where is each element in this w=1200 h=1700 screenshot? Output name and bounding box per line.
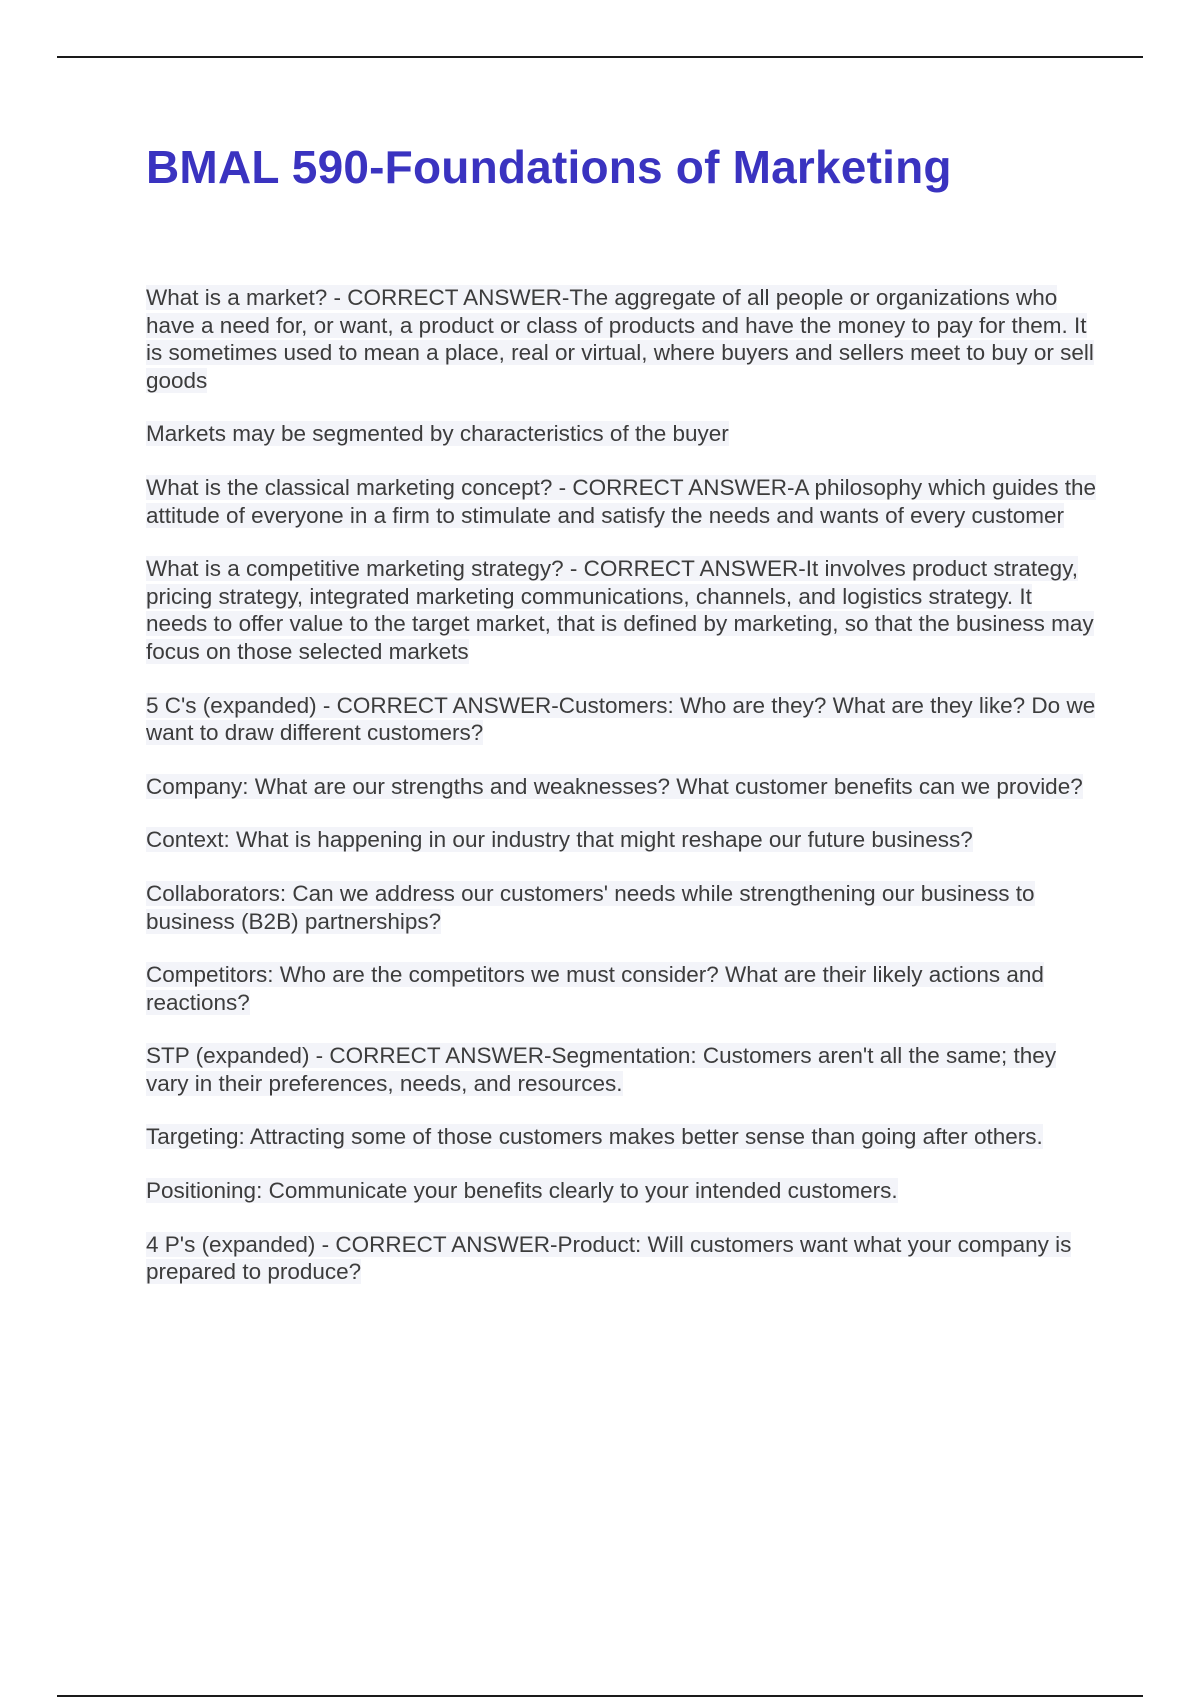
paragraph-stp-targeting — [146, 1123, 1096, 1151]
paragraph-text: Collaborators: Can we address our customers' needs while strengthening our business to business (B2B) partnerships? — [146, 880, 1035, 934]
paragraph-5cs-context — [146, 826, 1096, 854]
paragraph-text: Targeting: Attracting some of those customers makes better sense than going after others. — [146, 1124, 1043, 1150]
paragraph-5cs-company — [146, 773, 1096, 801]
paragraph-4ps-product — [146, 1231, 1096, 1286]
paragraph-market-segmentation — [146, 420, 1096, 448]
paragraph-market-definition — [146, 284, 1096, 394]
paragraph-classical-marketing-concept — [146, 474, 1096, 529]
paragraph-stp-segmentation — [146, 1042, 1096, 1097]
paragraph-text: STP (expanded) - CORRECT ANSWER-Segmentation: Customers aren't all the same; they vary in their preferences, needs, and resources. — [146, 1043, 1057, 1096]
paragraph-text: Company: What are our strengths and weaknesses? What customer benefits can we provide? — [146, 773, 1083, 799]
paragraph-text: Markets may be segmented by characteristics of the buyer — [146, 421, 729, 447]
paragraph-5cs-collaborators — [146, 880, 1096, 935]
paragraph-text: What is the classical marketing concept? - CORRECT ANSWER-A philosophy which guides the attitude of everyone in a firm to stimulate and satisfy the needs and wants of every customer — [146, 474, 1096, 528]
paragraph-text: What is a market? - CORRECT ANSWER-The aggregate of all people or organizations who have a need for, or want, a product or class of products and have the money to pay for them. It is sometimes used to mean a place, real or virtual, where buyers and sellers meet to buy or sell goods — [146, 285, 1094, 393]
paragraph-competitive-strategy — [146, 555, 1096, 665]
paragraph-5cs-customers — [146, 692, 1096, 747]
paragraph-text: 5 C's (expanded) - CORRECT ANSWER-Customers: Who are they? What are they like? Do we want to draw different customers? — [146, 692, 1096, 746]
bottom-rule — [57, 1695, 1143, 1697]
paragraph-text: Positioning: Communicate your benefits clearly to your intended customers. — [146, 1178, 898, 1204]
paragraph-text: What is a competitive marketing strategy? - CORRECT ANSWER-It involves product strategy, pricing strategy, integrated marketing communications, channels, and logistics strategy. It needs to offer value to the target market, that is defined by marketing, so that the business may focus on those selected markets — [146, 556, 1094, 664]
paragraph-stp-positioning — [146, 1177, 1096, 1205]
document-title: BMAL 590-Foundations of Marketing — [146, 141, 952, 193]
paragraph-text: Competitors: Who are the competitors we must consider? What are their likely actions and reactions? — [146, 962, 1044, 1015]
top-rule — [57, 56, 1143, 58]
document-body — [146, 284, 1096, 1312]
paragraph-5cs-competitors — [146, 961, 1096, 1016]
paragraph-text: Context: What is happening in our industry that might reshape our future business? — [146, 827, 973, 853]
paragraph-text: 4 P's (expanded) - CORRECT ANSWER-Product: Will customers want what your company is prepared to produce? — [146, 1231, 1072, 1285]
